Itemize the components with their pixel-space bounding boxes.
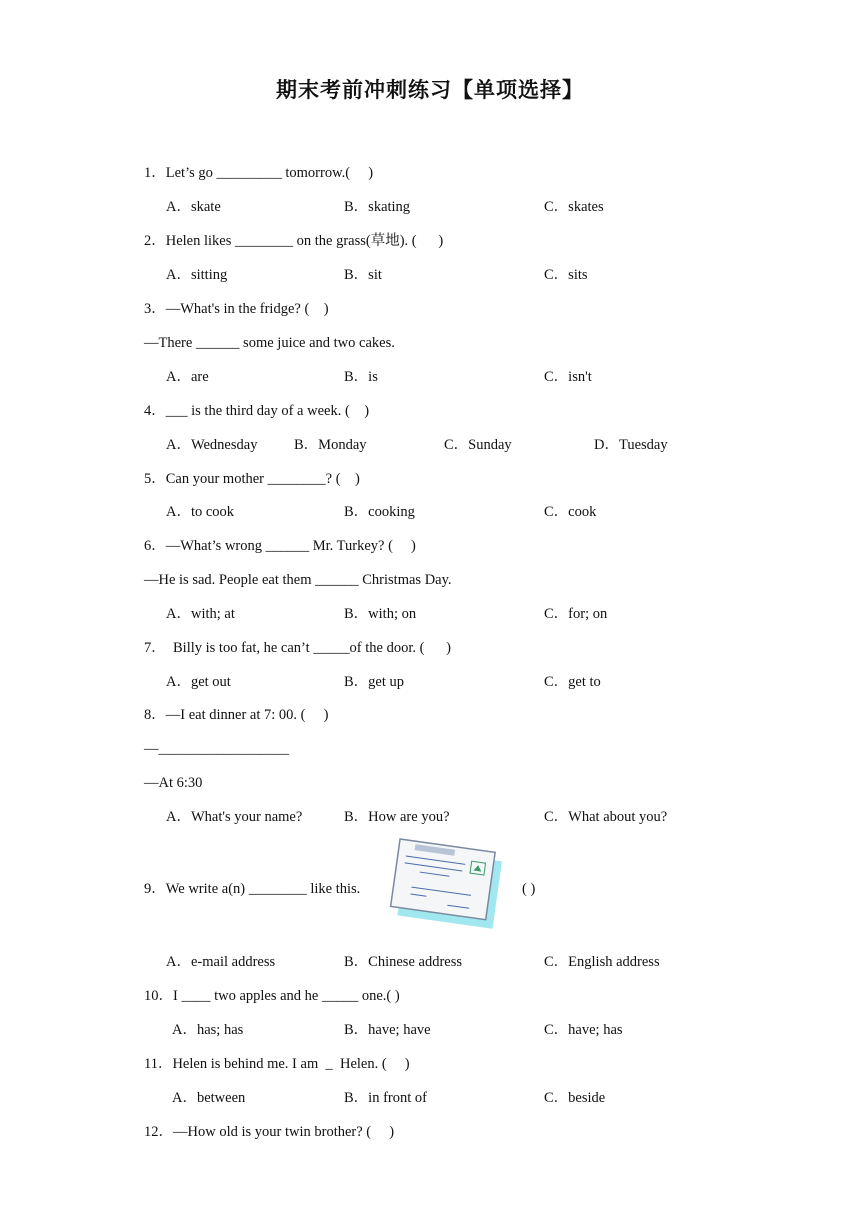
question-2-option-a: A．sitting (166, 267, 228, 283)
question-9-stem: 9．We write a(n) ________ like this. (144, 881, 361, 897)
question-3-reply: —There ______ some juice and two cakes. (144, 335, 395, 351)
postcard-image (388, 838, 506, 934)
question-6-reply: —He is sad. People eat them ______ Christmas Day. (144, 572, 452, 588)
question-5-option-a: A．to cook (166, 504, 235, 520)
question-12-stem: 12．—How old is your twin brother? ( ) (144, 1124, 395, 1140)
question-7-option-b: B．get up (344, 674, 405, 690)
question-6-option-b: B．with; on (344, 606, 417, 622)
question-9-option-b: B．Chinese address (344, 954, 462, 970)
question-1-stem: 1．Let’s go _________ tomorrow.( ) (144, 165, 374, 181)
question-11-option-a: A．between (172, 1090, 246, 1106)
question-11-option-b: B．in front of (344, 1090, 427, 1106)
question-10-option-b: B．have; have (344, 1022, 431, 1038)
question-5-stem: 5．Can your mother ________? ( ) (144, 471, 360, 487)
question-11-option-c: C．beside (544, 1090, 606, 1106)
question-8-option-b: B．How are you? (344, 809, 450, 825)
question-7-option-a: A．get out (166, 674, 231, 690)
question-10-stem: 10．I ____ two apples and he _____ one.( ) (144, 988, 400, 1004)
question-11-stem: 11．Helen is behind me. I am _ Helen. ( ) (144, 1056, 410, 1072)
question-8-option-c: C．What about you? (544, 809, 668, 825)
question-8-option-a: A．What's your name? (166, 809, 303, 825)
question-9-option-a: A．e-mail address (166, 954, 276, 970)
question-4-option-b: B．Monday (294, 437, 367, 453)
question-8-reply: —At 6:30 (144, 775, 203, 791)
question-7-option-c: C．get to (544, 674, 601, 690)
page-title: 期末考前冲刺练习【单项选择】 (276, 78, 584, 102)
question-2-stem: 2．Helen likes ________ on the grass(草地). ( ) (144, 233, 444, 249)
question-1-option-a: A．skate (166, 199, 221, 215)
question-6-option-a: A．with; at (166, 606, 235, 622)
question-10-option-a: A．has; has (172, 1022, 244, 1038)
question-5-option-b: B．cooking (344, 504, 415, 520)
question-4-option-d: D．Tuesday (594, 437, 668, 453)
question-5-option-c: C．cook (544, 504, 597, 520)
question-4-option-a: A．Wednesday (166, 437, 258, 453)
question-9-option-c: C．English address (544, 954, 660, 970)
question-7-stem: 7． Billy is too fat, he can’t _____of the door. ( ) (144, 640, 452, 656)
question-6-option-c: C．for; on (544, 606, 608, 622)
question-4-stem: 4．___ is the third day of a week. ( ) (144, 403, 370, 419)
question-3-stem: 3．—What's in the fridge? ( ) (144, 301, 329, 317)
question-8-blank-line: —__________________ (144, 741, 289, 757)
question-3-option-a: A．are (166, 369, 209, 385)
question-3-option-b: B．is (344, 369, 378, 385)
question-10-option-c: C．have; has (544, 1022, 623, 1038)
question-8-stem: 8．—I eat dinner at 7: 00. ( ) (144, 707, 329, 723)
question-3-option-c: C．isn't (544, 369, 592, 385)
question-4-option-c: C．Sunday (444, 437, 512, 453)
question-1-option-b: B．skating (344, 199, 411, 215)
question-6-stem: 6．—What’s wrong ______ Mr. Turkey? ( ) (144, 538, 416, 554)
question-1-option-c: C．skates (544, 199, 604, 215)
question-2-option-b: B．sit (344, 267, 382, 283)
question-9-answer-paren: ( ) (522, 881, 536, 897)
question-2-option-c: C．sits (544, 267, 588, 283)
